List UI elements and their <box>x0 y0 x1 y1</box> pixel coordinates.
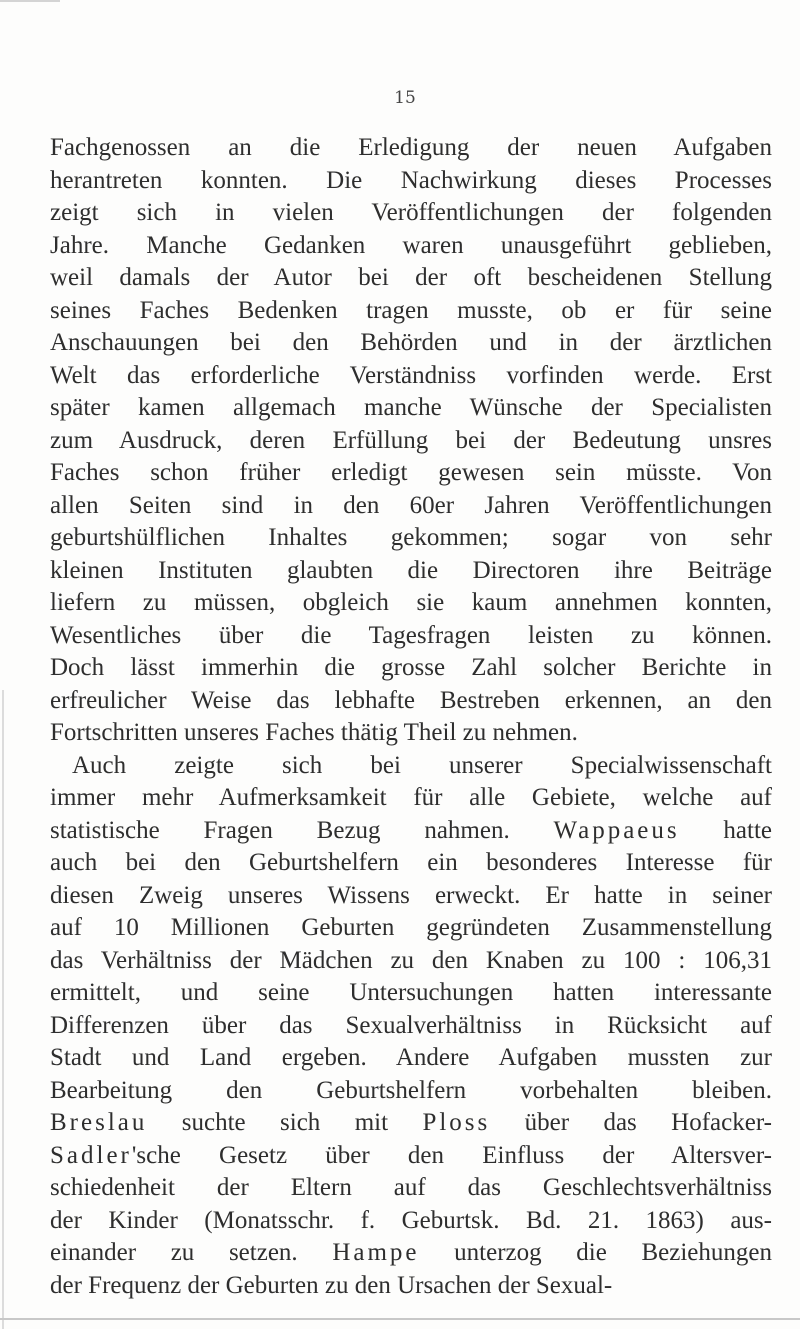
scan-left-edge <box>2 690 4 1329</box>
text-line: herantreten konnten. Die Nachwirkung dieses Processes <box>50 166 772 194</box>
text-line: liefern zu müssen, obgleich sie kaum annehmen konnten, <box>50 589 772 616</box>
text-line: zeigt sich in vielen Veröffentlichungen der folgenden <box>50 199 772 226</box>
author-name: Hampe <box>332 1239 420 1266</box>
text-line: seines Faches Bedenken tragen musste, ob er für seine <box>50 296 772 324</box>
text-line: geburtshülflichen Inhaltes gekommen; sogar von sehr <box>50 524 772 551</box>
text-line: das Verhältniss der Mädchen zu den Knaben zu 100 : 106,31 <box>50 946 772 974</box>
text-line: allen Seiten sind in den 60er Jahren Veröffentlichungen <box>50 491 772 519</box>
text-line: Doch lässt immerhin die grosse Zahl solcher Berichte in <box>50 654 772 681</box>
text-line: Sadler'sche Gesetz über den Einfluss der Altersver- <box>50 1141 772 1169</box>
author-name: Wappaeus <box>553 816 680 844</box>
text-line: einander zu setzen. Hampe unterzog die Beziehungen <box>50 1239 772 1266</box>
text-line: der Frequenz der Geburten zu den Ursachen der Sexual- <box>50 1271 613 1299</box>
text-line: diesen Zweig unseres Wissens erweckt. Er hatte in seiner <box>50 881 772 909</box>
scan-bottom-edge <box>0 1318 800 1320</box>
author-name: Ploss <box>422 1109 491 1136</box>
text-line: zum Ausdruck, deren Erfüllung bei der Bedeutung unsres <box>50 426 772 454</box>
text-line: ermittelt, und seine Untersuchungen hatten interessante <box>50 979 772 1006</box>
text-line: Anschauungen bei den Behörden und in der ärztlichen <box>50 329 772 356</box>
text-line: immer mehr Aufmerksamkeit für alle Gebiete, welche auf <box>50 784 772 811</box>
text-line: statistische Fragen Bezug nahmen. Wappaeus hatte <box>50 816 772 844</box>
text-line: Fortschritten unseres Faches thätig Theil zu nehmen. <box>50 719 578 746</box>
text-line: später kamen allgemach manche Wünsche der Specialisten <box>50 394 772 421</box>
scan-top-edge <box>0 0 60 2</box>
body-text <box>50 132 772 1302</box>
text-line: erfreulicher Weise das lebhafte Bestreben erkennen, an den <box>50 686 772 714</box>
text-line: weil damals der Autor bei der oft bescheidenen Stellung <box>50 264 772 291</box>
text-line: schiedenheit der Eltern auf das Geschlechtsverhältniss <box>50 1174 772 1201</box>
text-line: Wesentliches über die Tagesfragen leisten zu können. <box>50 621 772 649</box>
text-line: Welt das erforderliche Verständniss vorfinden werde. Erst <box>50 361 772 389</box>
text-line: auf 10 Millionen Geburten gegründeten Zusammenstellung <box>50 914 772 941</box>
text-line-paragraph-start: Auch zeigte sich bei unserer Specialwissenschaft <box>72 751 772 779</box>
text-line: Differenzen über das Sexualverhältniss in Rücksicht auf <box>50 1011 772 1039</box>
text-line: Stadt und Land ergeben. Andere Aufgaben mussten zur <box>50 1044 772 1071</box>
text-line: Bearbeitung den Geburtshelfern vorbehalten bleiben. <box>50 1076 772 1104</box>
text-line: der Kinder (Monatsschr. f. Geburtsk. Bd. 21. 1863) aus- <box>50 1206 772 1234</box>
author-name: Breslau <box>50 1109 148 1136</box>
text-line: Fachgenossen an die Erledigung der neuen Aufgaben <box>50 134 772 161</box>
text-line: auch bei den Geburtshelfern ein besonderes Interesse für <box>50 849 772 876</box>
text-line: Jahre. Manche Gedanken waren unausgeführt geblieben, <box>50 231 772 259</box>
text-line: Breslau suchte sich mit Ploss über das Hofacker- <box>50 1109 772 1136</box>
text-line: kleinen Instituten glaubten die Directoren ihre Beiträge <box>50 556 772 584</box>
text-line: Faches schon früher erledigt gewesen sein müsste. Von <box>50 459 772 486</box>
page-number: 15 <box>394 88 416 108</box>
author-name: Sadler <box>50 1141 132 1169</box>
